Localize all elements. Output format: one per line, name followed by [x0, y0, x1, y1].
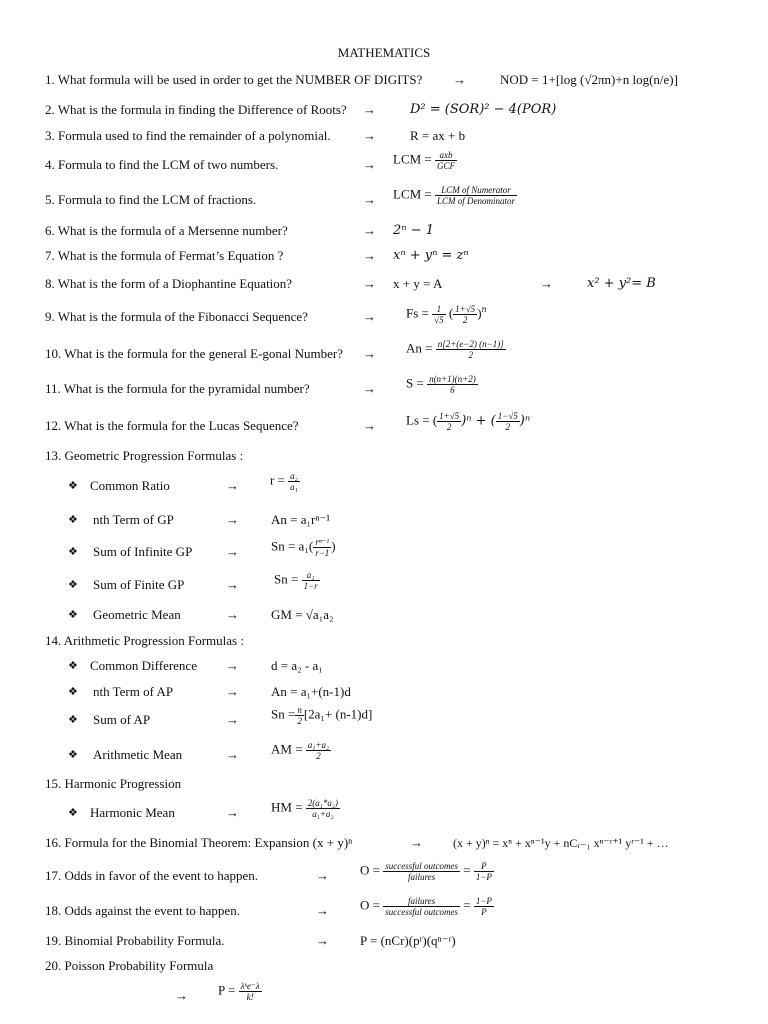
arrow-icon: →	[316, 933, 329, 948]
page-title: MATHEMATICS	[337, 45, 431, 60]
question-6: 6. What is the formula of a Mersenne number?	[45, 223, 288, 238]
gp-item-name: Geometric Mean	[93, 607, 181, 622]
diamond-bullet-icon: ❖	[68, 714, 78, 726]
arrow-icon: →	[226, 805, 239, 820]
diamond-bullet-icon: ❖	[68, 480, 78, 492]
answer-3: R = ax + b	[410, 128, 466, 143]
question-12: 12. What is the formula for the Lucas Sequence?	[45, 418, 299, 433]
arrow-icon: →	[316, 903, 329, 918]
arrow-icon: →	[226, 684, 239, 699]
question-4: 4. Formula to find the LCM of two numbers.	[45, 157, 279, 172]
answer-17: O = $\frac{\text{successful outcomes}}{\text{failures}}$ = $\frac{P}{1-P}$	[360, 861, 492, 882]
answer-8-alt: x² + y²= B	[587, 276, 656, 291]
answer-9: Fs = $\frac{1}{√5}$ ( $\frac{1+√5}{2}$ )$^n$	[406, 303, 487, 325]
arrow-icon: →	[363, 102, 376, 117]
answer-4: LCM = $\frac{\text{axb}}{\text{GCF}}$	[393, 150, 456, 171]
gp-sum-finite: Sn = $\frac{\text{a₁}}{1-r}$	[274, 570, 318, 591]
question-16: 16. Formula for the Binomial Theorem: Expansion (x + y)ⁿ	[45, 835, 353, 850]
arrow-icon: →	[226, 577, 239, 592]
arrow-icon: →	[363, 381, 376, 396]
ap-sum: Sn = $\frac{n}{2}$ [2a₁+ (n-1)d]	[271, 705, 373, 726]
arrow-icon: →	[363, 309, 376, 324]
gp-sum-infinite: Sn = a₁( $\frac{\text{rⁿ⁻¹}}{r-1}$ )	[271, 537, 336, 558]
arrow-icon: →	[453, 72, 466, 87]
ap-common-difference: d = a₂ - a₁	[271, 658, 323, 673]
question-5: 5. Formula to find the LCM of fractions.	[45, 192, 257, 207]
diamond-bullet-icon: ❖	[68, 514, 78, 526]
gp-geometric-mean: GM = √a₁a₂	[271, 607, 334, 622]
answer-20: P = $\frac{\text{λᵏe⁻λ}}{k!}$	[218, 981, 260, 1002]
ap-item-name: Sum of AP	[93, 712, 151, 727]
question-13: 13. Geometric Progression Formulas :	[45, 448, 244, 463]
answer-19: P = (nCr)(pʳ)(qⁿ⁻ʳ)	[360, 933, 456, 948]
question-19: 19. Binomial Probability Formula.	[45, 933, 225, 948]
diamond-bullet-icon: ❖	[68, 807, 78, 819]
question-15: 15. Harmonic Progression	[45, 776, 182, 791]
question-20: 20. Poisson Probability Formula	[45, 958, 214, 973]
arrow-icon: →	[410, 835, 423, 850]
arrow-icon: →	[363, 157, 376, 172]
arrow-icon: →	[363, 248, 376, 263]
question-10: 10. What is the formula for the general E-gonal Number?	[45, 346, 343, 361]
answer-10: An = $\frac{n[2+(e-2) (n-1)]}{2}$	[406, 339, 504, 360]
ap-item-name: nth Term of AP	[93, 684, 174, 699]
question-8: 8. What is the form of a Diophantine Equation?	[45, 276, 293, 291]
question-9: 9. What is the formula of the Fibonacci Sequence?	[45, 309, 308, 324]
answer-7: xⁿ + yⁿ = zⁿ	[393, 248, 469, 263]
diamond-bullet-icon: ❖	[68, 546, 78, 558]
arrow-icon: →	[226, 712, 239, 727]
diamond-bullet-icon: ❖	[68, 609, 78, 621]
answer-11: S = $\frac{n(n+1)(n+2)}{6}$	[406, 374, 476, 395]
answer-8: x + y = A	[393, 276, 443, 291]
arrow-icon: →	[316, 868, 329, 883]
gp-item-name: Common Ratio	[90, 478, 170, 493]
diamond-bullet-icon: ❖	[68, 749, 78, 761]
answer-2: D² = (SOR)² − 4(POR)	[410, 102, 557, 117]
arrow-icon: →	[363, 223, 376, 238]
arrow-icon: →	[226, 544, 239, 559]
answer-6: 2ⁿ − 1	[393, 223, 434, 238]
arrow-icon: →	[175, 988, 188, 1003]
question-7: 7. What is the formula of Fermat’s Equation ?	[45, 248, 284, 263]
arrow-icon: →	[363, 128, 376, 143]
question-3: 3. Formula used to find the remainder of a polynomial.	[45, 128, 331, 143]
answer-12: Ls = ( $\frac{1+√5}{2}$ )ⁿ + ( $\frac{1-√5}{2}$ )ⁿ	[406, 411, 531, 432]
arrow-icon: →	[226, 478, 239, 493]
arrow-icon: →	[226, 512, 239, 527]
question-17: 17. Odds in favor of the event to happen.	[45, 868, 259, 883]
ap-nth-term: An = a₁+(n-1)d	[271, 684, 351, 699]
hp-item-name: Harmonic Mean	[90, 805, 175, 820]
answer-1: NOD = 1+[log (√2πn)+n log(n/e)]	[500, 72, 678, 87]
arrow-icon: →	[226, 658, 239, 673]
question-11: 11. What is the formula for the pyramidal number?	[45, 381, 310, 396]
ap-arithmetic-mean: AM = $\frac{\text{a₁+a₂}}{2}$	[271, 740, 330, 761]
question-2: 2. What is the formula in finding the Difference of Roots?	[45, 102, 347, 117]
arrow-icon: →	[540, 276, 553, 291]
ap-item-name: Arithmetic Mean	[93, 747, 183, 762]
diamond-bullet-icon: ❖	[68, 579, 78, 591]
question-14: 14. Arithmetic Progression Formulas :	[45, 633, 244, 648]
question-1: 1. What formula will be used in order to get the NUMBER OF DIGITS?	[45, 72, 423, 87]
gp-common-ratio: r = $\frac{\text{a₂}}{\text{a₁}}$	[270, 471, 298, 492]
arrow-icon: →	[226, 607, 239, 622]
question-18: 18. Odds against the event to happen.	[45, 903, 240, 918]
arrow-icon: →	[363, 346, 376, 361]
gp-item-name: Sum of Finite GP	[93, 577, 185, 592]
answer-18: O = $\frac{\text{failures}}{\text{successful outcomes}}$ = $\frac{1-P}{P}$	[360, 896, 492, 917]
arrow-icon: →	[363, 192, 376, 207]
answer-5: LCM = $\frac{\text{LCM of Numerator}}{\text{LCM of Denominator}}$	[393, 185, 516, 206]
arrow-icon: →	[226, 747, 239, 762]
diamond-bullet-icon: ❖	[68, 686, 78, 698]
hp-harmonic-mean: HM = $\frac{\text{2(a₁*a₂)}}{\text{a₁+a₂}}$	[271, 798, 339, 819]
arrow-icon: →	[363, 276, 376, 291]
gp-item-name: nth Term of GP	[93, 512, 174, 527]
ap-item-name: Common Difference	[90, 658, 197, 673]
gp-item-name: Sum of Infinite GP	[93, 544, 193, 559]
answer-16: (x + y)ⁿ = xⁿ + xⁿ⁻¹y + nCᵣ₋₁ xⁿ⁻ʳ⁺¹ yʳ⁻¹ + …	[453, 836, 669, 850]
gp-nth-term: An = a₁rⁿ⁻¹	[271, 512, 331, 527]
diamond-bullet-icon: ❖	[68, 660, 78, 672]
arrow-icon: →	[363, 418, 376, 433]
